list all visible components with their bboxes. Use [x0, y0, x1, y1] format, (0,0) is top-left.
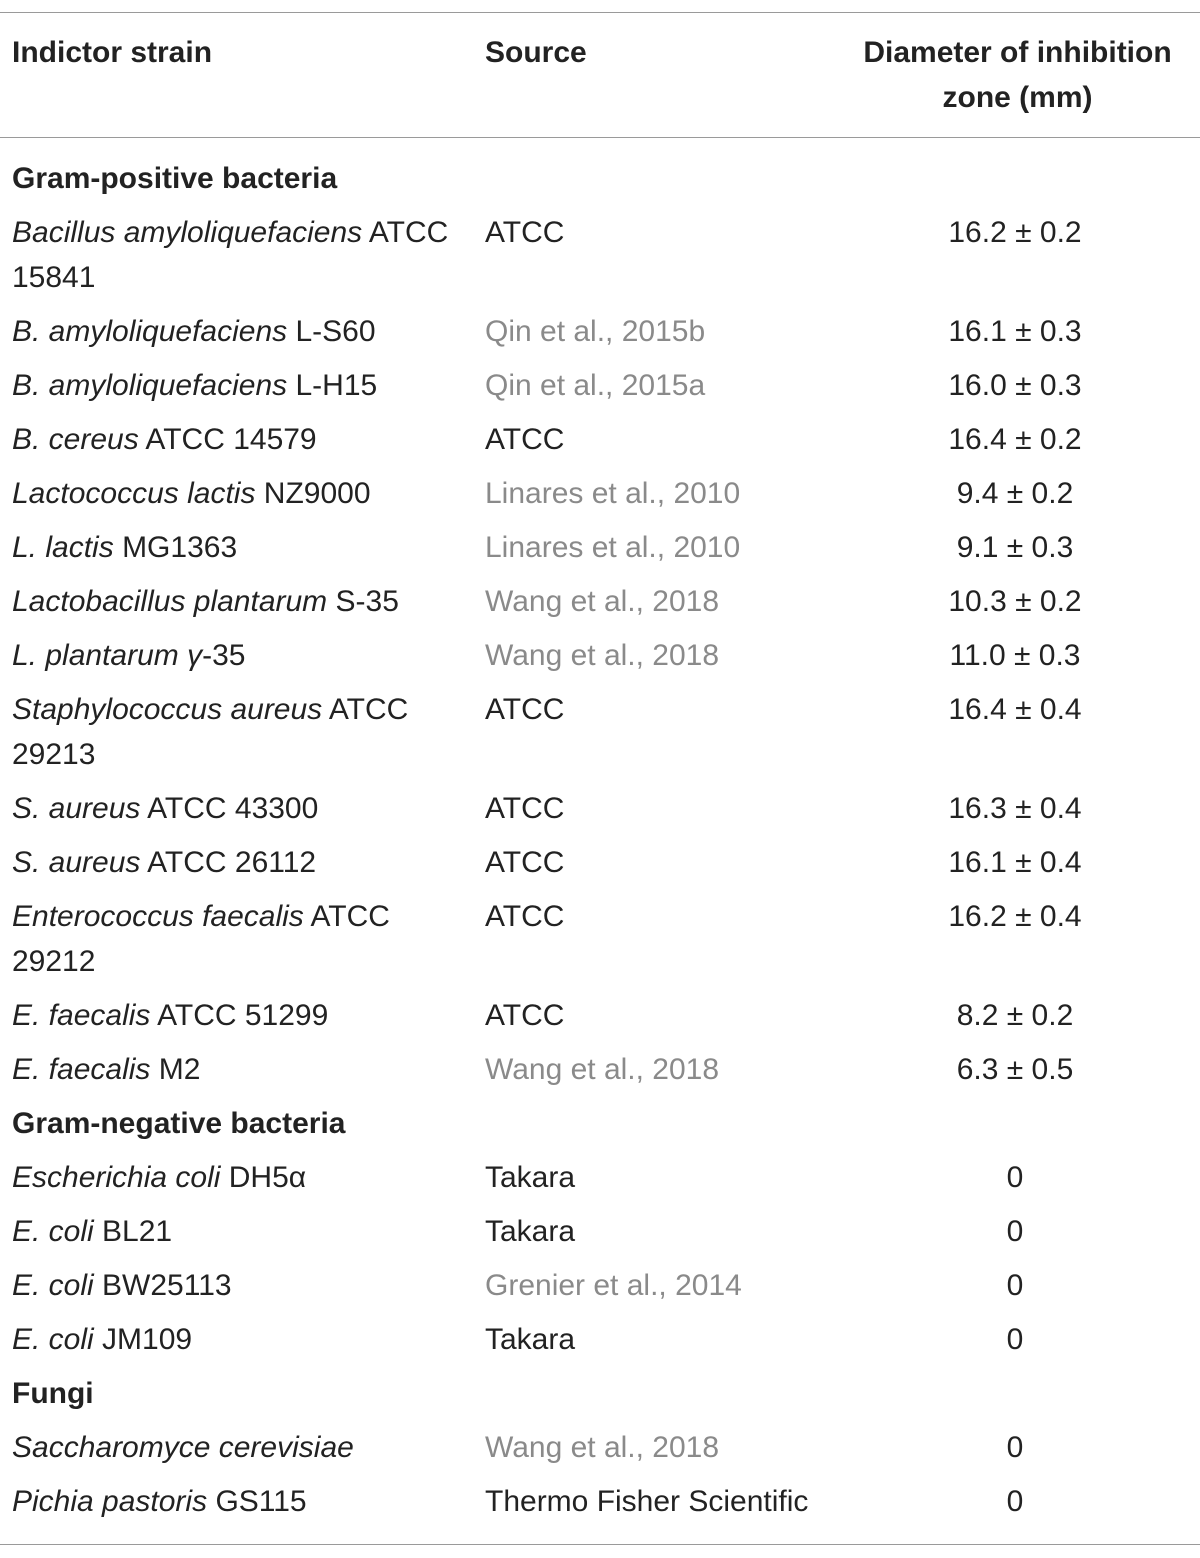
strain-cell: [12, 633, 462, 678]
header-indicator-strain: Indictor strain: [12, 36, 213, 69]
table-row: [0, 786, 1200, 840]
strain-species: Saccharomyce cerevisiae: [12, 1431, 354, 1464]
header-source: Source: [485, 36, 587, 69]
strain-designation: L-H15: [295, 369, 378, 402]
section-row: [0, 156, 1200, 210]
strain-species: E. coli: [12, 1269, 94, 1302]
strain-designation: ATCC 29212: [12, 900, 390, 978]
strain-species: Bacillus amyloliquefaciens: [12, 216, 363, 249]
strain-designation: ATCC 26112: [147, 846, 317, 879]
strain-species: Lactococcus lactis: [12, 477, 256, 510]
table-top-rule: [0, 12, 1200, 13]
strain-cell: [12, 993, 462, 1038]
header-diameter: Diameter of inhibition zone (mm): [863, 36, 1172, 114]
strain-designation: BL21: [102, 1215, 173, 1248]
zone-cell: 16.1 ± 0.4: [948, 846, 1082, 879]
source-cell: Qin et al., 2015b: [485, 315, 706, 348]
zone-cell: 16.1 ± 0.3: [948, 315, 1082, 348]
strain-species: Enterococcus faecalis: [12, 900, 304, 933]
source-cell: Linares et al., 2010: [485, 477, 741, 510]
table-row: [0, 1425, 1200, 1479]
strain-cell: [12, 1047, 462, 1092]
zone-cell: 0: [1006, 1323, 1024, 1356]
zone-cell: 0: [1006, 1215, 1024, 1248]
strain-cell: [12, 471, 462, 516]
header-rule: [0, 137, 1200, 138]
strain-designation: BW25113: [102, 1269, 232, 1302]
zone-cell: 0: [1006, 1485, 1024, 1518]
strain-designation: ATCC 14579: [145, 423, 317, 456]
strain-cell: [12, 309, 462, 354]
source-cell: ATCC: [485, 846, 565, 879]
zone-cell: 16.2 ± 0.4: [948, 900, 1082, 933]
section-title: Gram-positive bacteria: [12, 162, 338, 195]
strain-designation: ATCC 51299: [157, 999, 329, 1032]
strain-species: B. amyloliquefaciens: [12, 369, 288, 402]
strain-species: S. aureus: [12, 846, 141, 879]
strain-designation: L-S60: [295, 315, 376, 348]
table-row: [0, 525, 1200, 579]
section-row: [0, 1101, 1200, 1155]
zone-cell: 8.2 ± 0.2: [956, 999, 1074, 1032]
strain-designation: MG1363: [122, 531, 238, 564]
strain-cell: [12, 210, 462, 300]
table-bottom-rule: [0, 1544, 1200, 1545]
strain-species: S. aureus: [12, 792, 141, 825]
strain-designation: JM109: [102, 1323, 193, 1356]
strain-cell: [12, 525, 462, 570]
table-row: [0, 417, 1200, 471]
source-cell: Wang et al., 2018: [485, 639, 720, 672]
source-cell: Wang et al., 2018: [485, 1053, 720, 1086]
strain-designation: S-35: [335, 585, 399, 618]
strain-species: E. coli: [12, 1215, 94, 1248]
strain-designation: -35: [202, 639, 246, 672]
source-cell: Grenier et al., 2014: [485, 1269, 742, 1302]
strain-designation: ATCC 43300: [147, 792, 319, 825]
table-row: [0, 894, 1200, 993]
table-row: [0, 363, 1200, 417]
table-row: [0, 993, 1200, 1047]
zone-cell: 16.3 ± 0.4: [948, 792, 1082, 825]
strain-designation: ATCC 29213: [12, 693, 409, 771]
table-row: [0, 210, 1200, 309]
source-cell: Linares et al., 2010: [485, 531, 741, 564]
table-row: [0, 1047, 1200, 1101]
strain-designation: GS115: [215, 1485, 307, 1518]
zone-cell: 9.4 ± 0.2: [956, 477, 1074, 510]
source-cell: ATCC: [485, 792, 565, 825]
source-cell: Takara: [485, 1323, 576, 1356]
strain-designation: DH5α: [228, 1161, 307, 1194]
strain-species: E. faecalis: [12, 999, 151, 1032]
strain-cell: [12, 1317, 462, 1362]
table-row: [0, 840, 1200, 894]
source-cell: Qin et al., 2015a: [485, 369, 706, 402]
strain-species: Pichia pastoris: [12, 1485, 208, 1518]
strain-species: Lactobacillus plantarum: [12, 585, 328, 618]
strain-cell: [12, 894, 462, 984]
strain-cell: [12, 1479, 462, 1524]
strain-cell: [12, 417, 462, 462]
strain-cell: [12, 1155, 462, 1200]
strain-cell: [12, 1209, 462, 1254]
strain-cell: [12, 687, 462, 777]
table-row: [0, 579, 1200, 633]
zone-cell: 16.4 ± 0.2: [948, 423, 1082, 456]
section-row: [0, 1371, 1200, 1425]
table-body: [0, 156, 1200, 1533]
zone-cell: 16.0 ± 0.3: [948, 369, 1082, 402]
strain-cell: [12, 840, 462, 885]
source-cell: Wang et al., 2018: [485, 1431, 720, 1464]
source-cell: Thermo Fisher Scientific: [485, 1485, 809, 1518]
zone-cell: 11.0 ± 0.3: [949, 639, 1081, 672]
table-row: [0, 1317, 1200, 1371]
source-cell: ATCC: [485, 999, 565, 1032]
strain-species: L. plantarum γ: [12, 639, 203, 672]
strain-species: Escherichia coli: [12, 1161, 221, 1194]
table-row: [0, 1209, 1200, 1263]
strain-cell: [12, 579, 462, 624]
source-cell: ATCC: [485, 216, 565, 249]
strain-designation: NZ9000: [263, 477, 371, 510]
strain-species: E. faecalis: [12, 1053, 151, 1086]
section-title: Fungi: [12, 1377, 94, 1410]
zone-cell: 0: [1006, 1431, 1024, 1464]
strain-species: B. cereus: [12, 423, 139, 456]
strain-species: Staphylococcus aureus: [12, 693, 323, 726]
strain-cell: [12, 1263, 462, 1308]
strain-species: L. lactis: [12, 531, 114, 564]
source-cell: Takara: [485, 1161, 576, 1194]
strain-species: B. amyloliquefaciens: [12, 315, 288, 348]
zone-cell: 0: [1006, 1161, 1024, 1194]
table-row: [0, 687, 1200, 786]
table-row: [0, 1155, 1200, 1209]
source-cell: ATCC: [485, 900, 565, 933]
strain-designation: ATCC 15841: [12, 216, 449, 294]
strain-cell: [12, 1425, 462, 1470]
table-row: [0, 633, 1200, 687]
source-cell: ATCC: [485, 423, 565, 456]
strain-cell: [12, 786, 462, 831]
strain-species: E. coli: [12, 1323, 94, 1356]
section-title: Gram-negative bacteria: [12, 1107, 346, 1140]
zone-cell: 0: [1006, 1269, 1024, 1302]
zone-cell: 16.4 ± 0.4: [948, 693, 1082, 726]
zone-cell: 10.3 ± 0.2: [948, 585, 1082, 618]
source-cell: Takara: [485, 1215, 576, 1248]
zone-cell: 9.1 ± 0.3: [956, 531, 1074, 564]
source-cell: Wang et al., 2018: [485, 585, 720, 618]
table-row: [0, 471, 1200, 525]
table-row: [0, 309, 1200, 363]
table-row: [0, 1263, 1200, 1317]
zone-cell: 6.3 ± 0.5: [956, 1053, 1074, 1086]
strain-designation: M2: [158, 1053, 201, 1086]
table-row: [0, 1479, 1200, 1533]
strain-cell: [12, 363, 462, 408]
source-cell: ATCC: [485, 693, 565, 726]
zone-cell: 16.2 ± 0.2: [948, 216, 1082, 249]
